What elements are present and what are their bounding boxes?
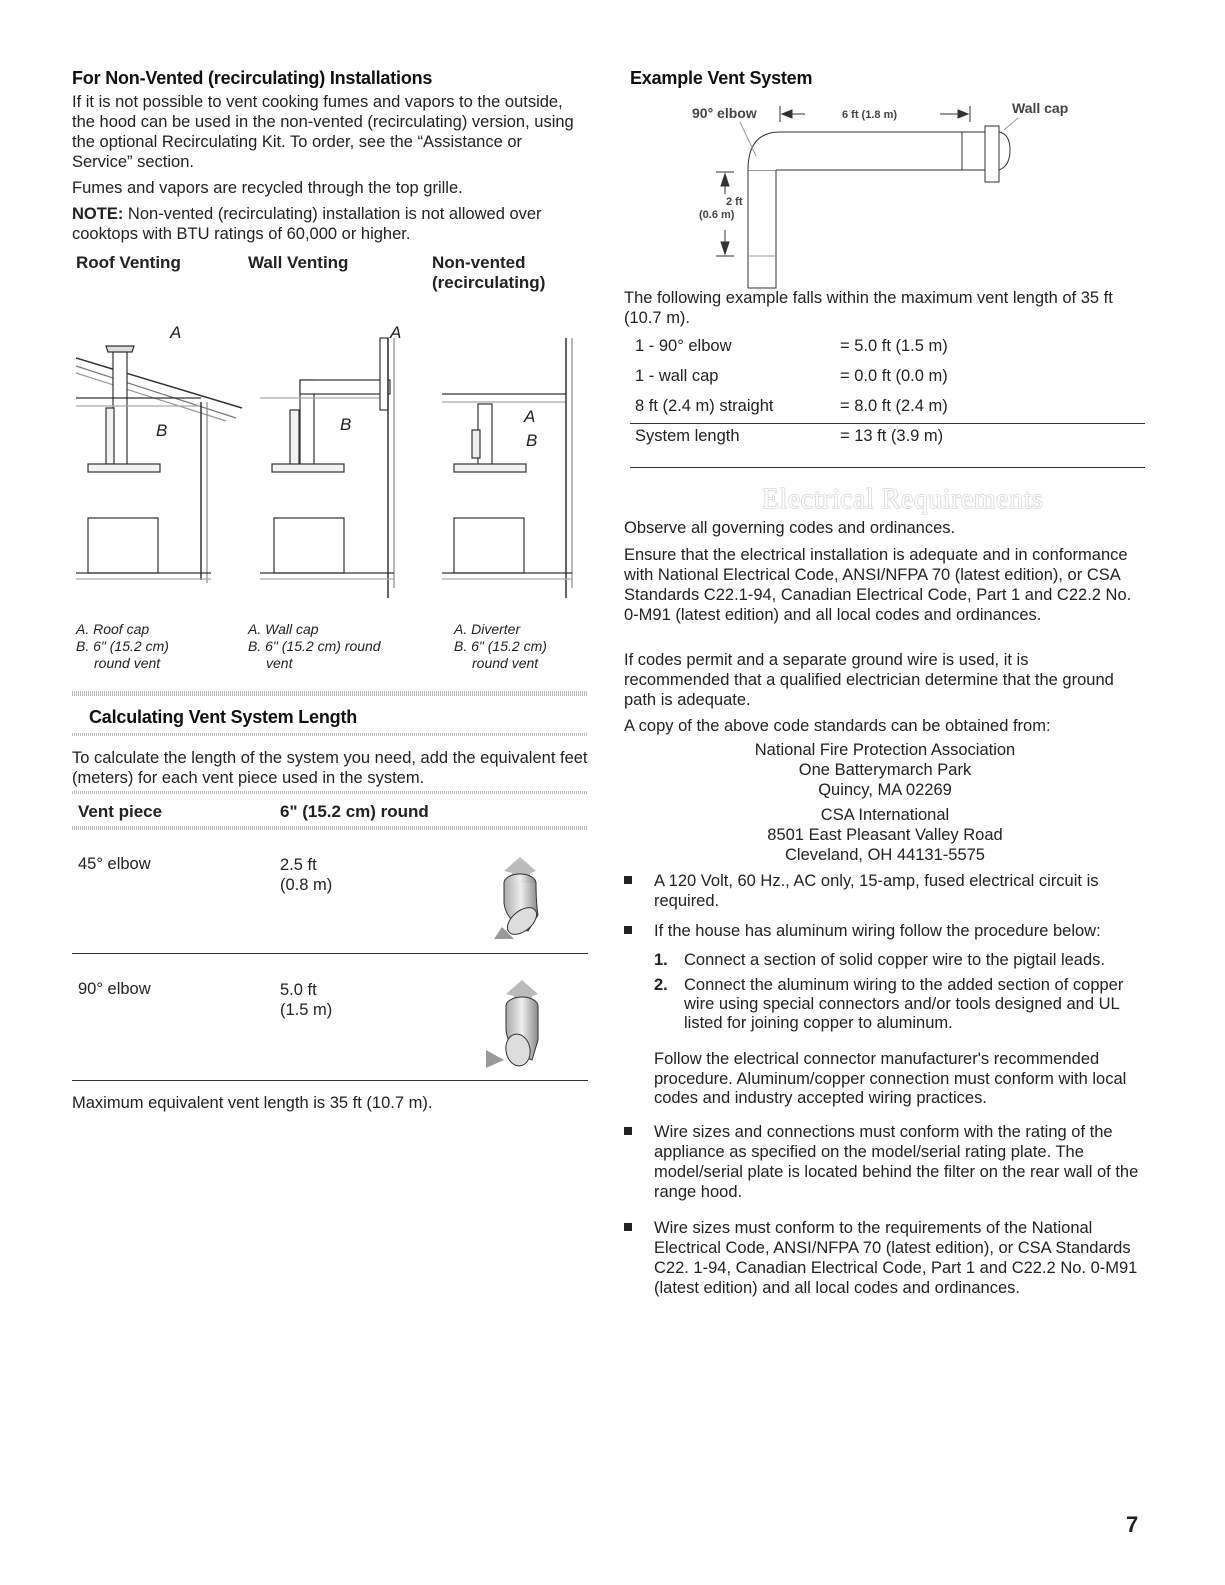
non-vented-label-line1: Non-vented [432,253,526,272]
elbow-90-icon [474,980,564,1070]
vent-piece-name: 45° elbow [78,855,151,873]
section-divider-bottom [72,733,588,736]
follow-paragraph: Follow the electrical connector manufacturer's recommended procedure. Aluminum/copper connection must conform with local codes and industry accepted wiring practices. [654,1050,1127,1107]
example-item-name: 1 - wall cap [635,367,719,385]
wire-bullets [624,1122,1144,1308]
system-length-name: System length [635,427,740,445]
roof-figure-label-a: A [170,323,182,342]
wall-caption-b: B. 6" (15.2 cm) round [248,638,381,654]
calc-title: Calculating Vent System Length [89,707,358,727]
example-item-value: = 5.0 ft (1.5 m) [840,337,948,355]
address-line: National Fire Protection Association [754,741,1016,759]
vent-piece-name: 90° elbow [78,980,151,998]
non-caption [454,621,594,672]
bullet-item: A 120 Volt, 60 Hz., AC only, 15-amp, fused electrical circuit is required. [624,871,1144,911]
wall-figure-label-b: B [340,415,352,434]
non-vented-label [432,253,545,293]
diagram-length-label: 6 ft (1.8 m) [842,109,898,121]
example-vent-diagram [630,100,1150,290]
example-item-name: 8 ft (2.4 m) straight [635,397,774,415]
address-line: One Batterymarch Park [798,761,972,779]
non-vented-label-line2: (recirculating) [432,273,546,292]
wall-figure-label-a: A [390,323,402,342]
non-vented-paragraph: If it is not possible to vent cooking fumes and vapors to the outside, the hood can be used in the non-vented (recirculating) version, using the optional Recirculating Kit. To order, see the “Assistance or Service” section. [72,93,574,171]
system-length-value: = 13 ft (3.9 m) [840,427,944,445]
vent-piece-length-m: (1.5 m) [280,1001,333,1019]
elec-p1: Observe all governing codes and ordinances. [624,519,956,537]
electrical-bullets [624,871,1144,951]
max-length-note: Maximum equivalent vent length is 35 ft (10.7 m). [72,1094,433,1112]
total-rule [630,423,1145,424]
fumes-paragraph: Fumes and vapors are recycled through the top grille. [72,179,463,197]
nfpa-address [630,740,1140,800]
calc-paragraph: To calculate the length of the system you need, add the equivalent feet (meters) for each vent piece used in the system. [72,749,588,787]
roof-venting-label: Roof Venting [76,253,181,272]
diagram-vertical-m: (0.6 m) [699,209,735,221]
non-caption-b2: round vent [472,655,539,671]
table-header-round: 6" (15.2 cm) round [280,802,429,821]
address-line: Cleveland, OH 44131-5575 [785,846,985,864]
page-number: 7 [1126,1512,1139,1537]
diagram-vertical-ft: 2 ft [726,196,743,208]
example-paragraph: The following example falls within the maximum vent length of 35 ft (10.7 m). [624,289,1113,327]
note-text: Non-vented (recirculating) installation is not allowed over cooktops with BTU ratings of 60,000 or higher. [72,205,542,243]
bullet-item: Wire sizes and connections must conform with the rating of the appliance as specified on the model/serial rating plate. The model/serial plate is located behind the filter on the rear wall of the range hood. [624,1122,1144,1202]
step-number: 1. [654,951,668,969]
example-title: Example Vent System [630,68,813,88]
step-item [654,951,1129,970]
vent-piece-length-m: (0.8 m) [280,876,333,894]
roof-caption-b2: round vent [94,655,161,671]
roof-caption-b: B. 6" (15.2 cm) [76,638,169,654]
electrical-title: Electrical Requirements [762,484,1044,515]
roof-venting-diagram [76,318,246,598]
wall-caption-b2: vent [266,655,293,671]
vent-piece-length-ft: 2.5 ft [280,856,317,874]
elec-p2: Ensure that the electrical installation is adequate and in conformance with National Electrical Code, ANSI/NFPA 70 (latest edition), or CSA Standards C22.1-94, Canadian Electrical Code, Part 1 and C22.2 No. 0-M91 (latest edition) and all local codes and ordinances. [624,546,1132,624]
non-vented-diagram [442,318,582,608]
note-label: NOTE: [72,205,124,223]
roof-caption-a: A. Roof cap [76,621,150,637]
note-paragraph [72,204,582,244]
row-divider [72,1080,588,1081]
example-item-value: = 0.0 ft (0.0 m) [840,367,948,385]
vent-piece-length [280,855,332,895]
non-caption-a: A. Diverter [454,621,521,637]
non-vented-title: For Non-Vented (recirculating) Installations [72,68,433,88]
diagram-elbow-label: 90° elbow [692,105,757,121]
address-line: 8501 East Pleasant Valley Road [767,826,1003,844]
vent-piece-length [280,980,332,1020]
bullet-item: If the house has aluminum wiring follow the procedure below: [624,921,1144,941]
elec-p3: If codes permit and a separate ground wire is used, it is recommended that a qualified electrician determine that the ground path is adequate. [624,651,1114,709]
table-row [72,980,588,1080]
vent-piece-length-ft: 5.0 ft [280,981,317,999]
wall-caption [248,621,428,672]
non-caption-b: B. 6" (15.2 cm) [454,638,547,654]
roof-figure-label-b: B [156,421,168,440]
aluminum-steps [654,951,1129,1039]
table-header-vent-piece: Vent piece [78,802,163,821]
wall-caption-a: A. Wall cap [248,621,319,637]
table-header-rule-top [72,791,588,794]
step-item [654,976,1129,1033]
example-item-value: = 8.0 ft (2.4 m) [840,397,948,415]
address-line: CSA International [820,806,950,824]
row-divider [72,953,588,954]
step-text: Connect the aluminum wiring to the added section of copper wire using special connectors and/or tools designed and UL listed for joining copper to aluminum. [684,976,1124,1032]
csa-address [630,805,1140,865]
diagram-wallcap-label: Wall cap [1012,100,1069,116]
non-figure-label-a: A [524,407,536,426]
elec-p4: A copy of the above code standards can be obtained from: [624,717,1051,735]
wall-venting-diagram [260,318,410,608]
roof-caption [76,621,236,672]
example-item-name: 1 - 90° elbow [635,337,732,355]
address-line: Quincy, MA 02269 [818,781,952,799]
step-number: 2. [654,976,668,994]
section-divider-top [72,691,588,696]
table-header-rule-bottom [72,826,588,830]
bullet-item: Wire sizes must conform to the requirements of the National Electrical Code, ANSI/NFPA 70 (latest edition), or CSA Standards C22. 1-94, Canadian Electrical Code, Part 1 and C22.2 No. 0-M91 (latest edition) and all local codes and ordinances. [624,1218,1144,1298]
table-row [72,855,588,955]
step-text: Connect a section of solid copper wire to the pigtail leads. [684,951,1105,969]
wall-venting-label: Wall Venting [248,253,349,272]
elbow-45-icon [474,855,564,945]
example-bottom-rule [630,467,1145,468]
non-figure-label-b: B [526,431,538,450]
